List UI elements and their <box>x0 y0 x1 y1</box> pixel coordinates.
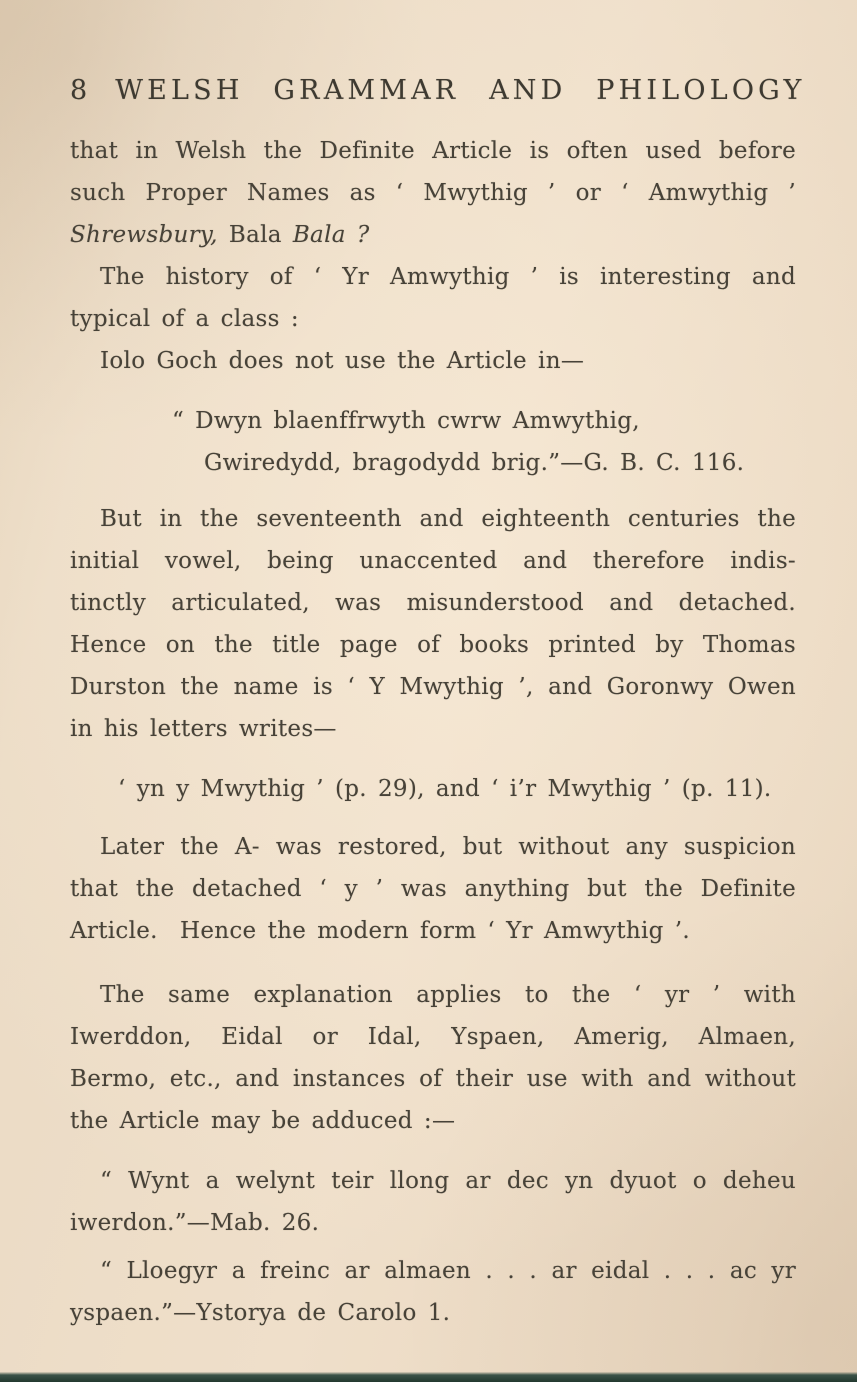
running-header <box>70 74 806 108</box>
citation-quote <box>70 768 796 810</box>
paragraph <box>70 498 796 750</box>
roman-text: Bala <box>217 222 293 248</box>
running-title: WELSH GRAMMAR AND PHILOLOGY <box>115 75 806 106</box>
text-line: that the detached ‘ y ’ was anything but the Definite <box>70 876 796 902</box>
verse-line: “ Dwyn blaenffrwyth cwrw Amwythig, <box>172 408 640 434</box>
text-line: Durston the name is ‘ Y Mwythig ’, and Goronwy Owen <box>70 674 796 700</box>
text-line <box>70 214 796 256</box>
page-text-block <box>70 0 806 1334</box>
quote-line: yspaen.”—Ystorya de Carolo 1. <box>70 1300 451 1326</box>
text-line: such Proper Names as ‘ Mwythig ’ or ‘ Amwythig ’ <box>70 180 796 206</box>
text-line: Later the A- was restored, but without any suspicion <box>100 834 796 860</box>
paragraph <box>70 826 796 952</box>
text-line: The history of ‘ Yr Amwythig ’ is interesting and <box>100 264 796 290</box>
scan-edge-artifact <box>0 1372 857 1382</box>
text-line: that in Welsh the Definite Article is often used before <box>70 138 796 164</box>
text-line: the Article may be adduced :— <box>70 1108 456 1134</box>
verse-quote <box>70 400 796 484</box>
text-line: tinctly articulated, was misunderstood and detached. <box>70 590 796 616</box>
quote-line: ‘ yn y Mwythig ’ (p. 29), and ‘ i’r Mwythig ’ (p. 11). <box>118 776 772 802</box>
verse-line: Gwiredydd, bragodydd brig.”—G. B. C. 116. <box>204 450 745 476</box>
page-number: 8 <box>70 75 89 106</box>
text-line: Hence on the title page of books printed by Thomas <box>70 632 796 658</box>
quote-line: iwerdon.”—Mab. 26. <box>70 1210 320 1236</box>
quote-line: “ Wynt a welynt teir llong ar dec yn dyuot o deheu <box>100 1168 796 1194</box>
paragraph <box>70 256 796 340</box>
prose-quote <box>70 1250 796 1334</box>
text-line: initial vowel, being unaccented and therefore indis- <box>70 548 796 574</box>
paragraph <box>70 974 796 1142</box>
text-line: Article. Hence the modern form ‘ Yr Amwythig ’. <box>70 918 691 944</box>
text-line: in his letters writes— <box>70 716 337 742</box>
text-line: Bermo, etc., and instances of their use with and without <box>70 1066 796 1092</box>
italic-text: Bala ? <box>292 222 370 248</box>
paragraph <box>70 130 796 256</box>
text-line: typical of a class : <box>70 306 299 332</box>
quote-line: “ Lloegyr a freinc ar almaen . . . ar eidal . . . ac yr <box>100 1258 796 1284</box>
italic-text: Shrewsbury, <box>70 222 218 248</box>
text-line: Iwerddon, Eidal or Idal, Yspaen, Amerig, Almaen, <box>70 1024 796 1050</box>
paragraph <box>70 340 796 382</box>
text-line: The same explanation applies to the ‘ yr ’ with <box>100 982 796 1008</box>
text-line: But in the seventeenth and eighteenth centuries the <box>100 506 796 532</box>
text-line: Iolo Goch does not use the Article in— <box>100 348 585 374</box>
prose-quote <box>70 1160 796 1244</box>
